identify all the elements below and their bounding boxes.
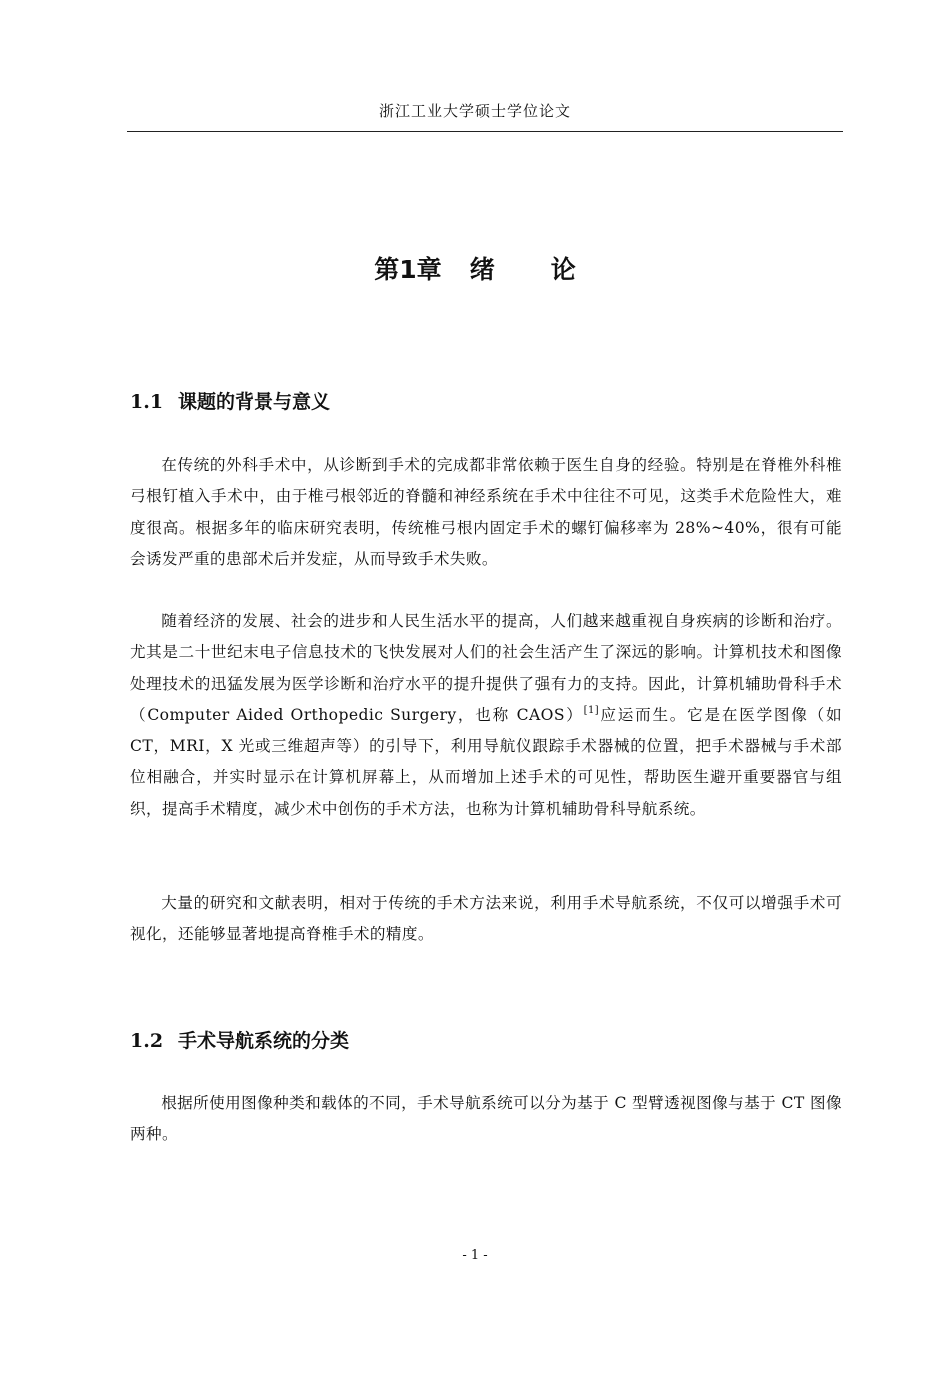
chapter-title bbox=[0, 250, 950, 290]
section-number: 1.2 bbox=[130, 1030, 164, 1052]
paragraph bbox=[130, 606, 842, 825]
running-header: 浙江工业大学硕士学位论文 bbox=[378, 102, 571, 120]
paragraph: 在传统的外科手术中，从诊断到手术的完成都非常依赖于医生自身的经验。特别是在脊椎外科椎弓根钉植入手术中，由于椎弓根邻近的脊髓和神经系统在手术中往往不可见，这类手术危险性大，难度很高。根据多年的临床研究表明，传统椎弓根内固定手术的螺钉偏移率为 28%~40%，很有可能会诱发严重的患部术后并发症，从而导致手术失败。 bbox=[130, 456, 842, 568]
section-heading-1-2 bbox=[130, 1027, 349, 1055]
paragraph: 根据所使用图像种类和载体的不同，手术导航系统可以分为基于 C 型臂透视图像与基于 CT 图像两种。 bbox=[130, 1094, 842, 1144]
chapter-title-part1: 绪 bbox=[469, 255, 495, 284]
chapter-title-part2: 论 bbox=[550, 255, 576, 284]
section-title: 课题的背景与意义 bbox=[178, 391, 331, 413]
paragraph-text: 随着经济的发展、社会的进步和人民生活水平的提高，人们越来越重视自身疾病的诊断和治疗。尤其是二十世纪末电子信息技术的飞快发展对人们的社会生活产生了深远的影响。计算机技术和图像处理技术的迅猛发展为医学诊断和治疗水平的提升提供了强有力的支持。因此，计算机辅助骨科手术（Computer Aided Orthopedic Surgery，也称 CAOS） bbox=[130, 612, 842, 724]
header-rule bbox=[127, 131, 843, 132]
section-number: 1.1 bbox=[130, 391, 164, 413]
page-number: - 1 - bbox=[462, 1248, 488, 1263]
citation-ref: [1] bbox=[583, 704, 600, 716]
paragraph: 大量的研究和文献表明，相对于传统的手术方法来说，利用手术导航系统，不仅可以增强手术可视化，还能够显著地提高脊椎手术的精度。 bbox=[130, 894, 842, 944]
section-heading-1-1 bbox=[130, 388, 330, 416]
paragraph-text-continued: 应运而生。它是在医学图像（如 CT，MRI，X 光或三维超声等）的引导下，利用导航仪跟踪手术器械的位置，把手术器械与手术部位相融合，并实时显示在计算机屏幕上，从而增加上述手术的可见性，帮助医生避开重要器官与组织，提高手术精度，减少术中创伤的手术方法，也称为计算机辅助骨科导航系统。 bbox=[130, 705, 842, 818]
chapter-number: 第1章 bbox=[374, 255, 442, 284]
section-title: 手术导航系统的分类 bbox=[178, 1030, 350, 1052]
